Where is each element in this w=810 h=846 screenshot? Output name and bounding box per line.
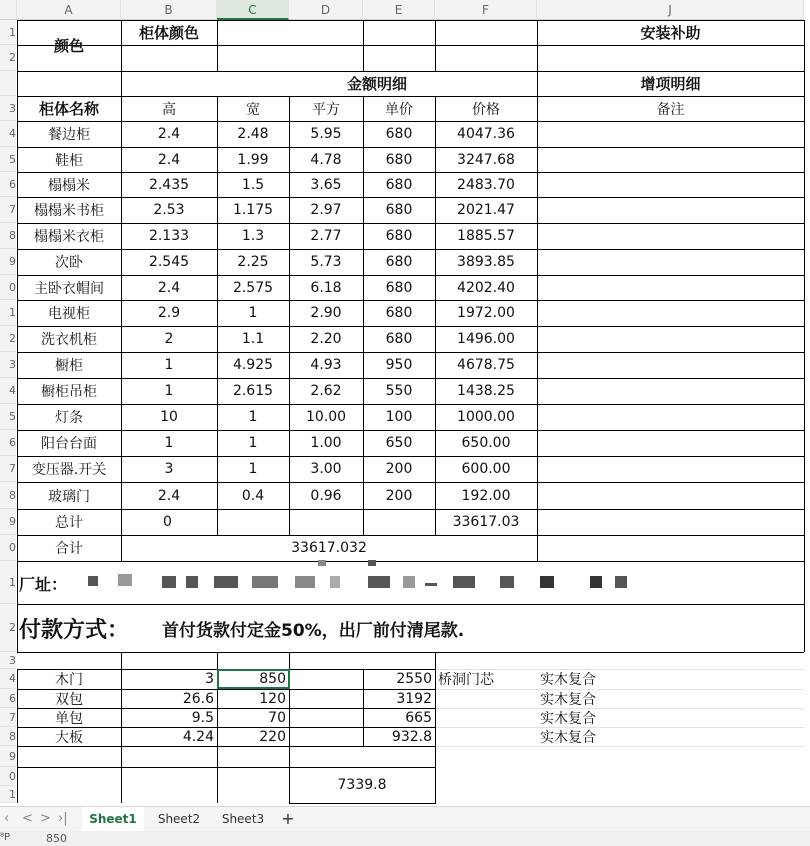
item-area-cell[interactable]: 3.65 <box>310 176 342 193</box>
row-header[interactable]: 7 <box>0 197 16 223</box>
item-price-cell[interactable]: 1438.25 <box>457 383 515 399</box>
grid-line <box>289 803 436 804</box>
column-header-j[interactable]: J <box>537 0 804 20</box>
item-name-cell[interactable]: 橱柜吊柜 <box>41 384 97 400</box>
grid-line <box>17 604 804 605</box>
door-qty-cell[interactable]: 3 <box>205 671 214 687</box>
item-price-cell[interactable]: 3893.85 <box>457 254 515 270</box>
item-price-cell[interactable]: 600.00 <box>461 461 511 477</box>
column-header-a[interactable]: A <box>17 0 121 20</box>
item-name-cell[interactable]: 洗衣机柜 <box>41 332 97 348</box>
item-area-cell[interactable]: 10.00 <box>305 409 347 425</box>
item-h-cell[interactable]: 1 <box>164 357 174 373</box>
item-unit-cell[interactable]: 680 <box>385 331 413 347</box>
item-w-cell[interactable]: 1.1 <box>241 331 265 347</box>
row-header[interactable]: 9 <box>0 249 16 275</box>
item-w-cell[interactable]: 1.5 <box>241 176 265 193</box>
door-note-cell[interactable] <box>436 689 536 708</box>
item-area-cell[interactable]: 5.73 <box>310 254 342 270</box>
item-price-cell[interactable]: 1972.00 <box>457 305 515 321</box>
tab-sheet3[interactable]: Sheet3 <box>221 812 265 826</box>
door-material-cell[interactable]: 实木复合 <box>540 729 596 746</box>
row-header[interactable]: 4 <box>0 121 16 147</box>
subtotal-height[interactable]: 0 <box>163 514 172 530</box>
item-name-cell[interactable]: 电视柜 <box>48 306 90 322</box>
status-icon: ⁸P <box>0 832 11 843</box>
row-header[interactable]: 4 <box>0 669 16 689</box>
status-bar <box>0 831 810 846</box>
row-header[interactable]: 7 <box>0 708 16 727</box>
row-header[interactable]: 9 <box>0 509 16 535</box>
item-name-cell[interactable]: 次卧 <box>55 255 83 271</box>
item-name-cell[interactable]: 鞋柜 <box>55 152 83 169</box>
item-h-cell[interactable]: 1 <box>164 435 174 451</box>
door-unit-cell[interactable]: 120 <box>259 690 286 707</box>
subtotal-label[interactable]: 总计 <box>55 515 83 531</box>
item-name-cell[interactable]: 阳台台面 <box>41 436 97 452</box>
item-unit-cell[interactable]: 680 <box>385 151 413 168</box>
item-h-cell[interactable]: 2.4 <box>157 126 181 142</box>
sheet-tab-bar <box>0 806 810 831</box>
grid-line <box>17 561 804 562</box>
item-area-cell[interactable]: 2.20 <box>310 331 342 347</box>
grid-line <box>436 746 804 747</box>
tab-sheet1[interactable]: Sheet1 <box>82 807 144 833</box>
row-header[interactable] <box>0 71 16 96</box>
item-price-cell[interactable]: 4047.36 <box>457 126 515 142</box>
item-h-cell[interactable]: 2.4 <box>157 279 181 296</box>
door-total-cell[interactable]: 2550 <box>396 671 432 687</box>
grid-line <box>217 20 218 71</box>
item-name-cell[interactable]: 榻榻米衣柜 <box>34 229 104 245</box>
item-unit-cell[interactable]: 200 <box>385 487 413 504</box>
cabinet-color-label[interactable]: 柜体颜色 <box>138 24 199 42</box>
item-unit-cell[interactable]: 650 <box>385 435 413 451</box>
item-area-cell[interactable]: 0.96 <box>310 487 342 504</box>
row-header[interactable]: 1 <box>0 300 16 326</box>
item-w-cell[interactable]: 2.48 <box>237 126 269 142</box>
door-name-cell[interactable]: 单包 <box>55 710 83 727</box>
item-w-cell[interactable]: 1.3 <box>241 228 265 244</box>
item-price-cell[interactable]: 1000.00 <box>457 409 515 425</box>
column-header-e[interactable]: E <box>363 0 435 20</box>
door-note-cell[interactable] <box>436 708 536 727</box>
payment-method-label[interactable]: 付款方式： <box>19 617 130 643</box>
item-h-cell[interactable]: 2 <box>164 331 174 347</box>
row-header[interactable]: 8 <box>0 223 16 249</box>
item-name-cell[interactable]: 玻璃门 <box>48 488 90 505</box>
item-h-cell[interactable]: 2.435 <box>148 176 190 193</box>
row-header[interactable]: 2 <box>0 45 16 71</box>
item-unit-cell[interactable]: 680 <box>385 176 413 193</box>
price-header[interactable]: 价格 <box>472 101 500 118</box>
item-price-cell[interactable]: 4202.40 <box>457 279 515 296</box>
row-header[interactable]: 2 <box>0 326 16 352</box>
row-header[interactable]: 6 <box>0 430 16 456</box>
item-price-cell[interactable]: 2021.47 <box>457 202 515 218</box>
row-header[interactable]: 0 <box>0 767 16 786</box>
door-note-cell[interactable] <box>436 727 536 746</box>
column-header-c[interactable]: C <box>217 0 289 20</box>
color-label[interactable]: 颜色 <box>53 37 84 55</box>
cabinet-name-header[interactable]: 柜体名称 <box>38 100 99 118</box>
item-unit-cell[interactable]: 200 <box>385 461 413 477</box>
item-h-cell[interactable]: 10 <box>160 409 178 425</box>
item-h-cell[interactable]: 2.9 <box>157 305 181 321</box>
item-unit-cell[interactable]: 680 <box>385 228 413 244</box>
item-h-cell[interactable]: 2.4 <box>157 487 181 504</box>
item-h-cell[interactable]: 2.545 <box>148 254 190 270</box>
row-header[interactable]: 5 <box>0 404 16 430</box>
width-header[interactable]: 宽 <box>246 101 260 118</box>
selected-cell[interactable] <box>217 669 290 689</box>
install-subsidy-label[interactable]: 安装补助 <box>640 24 701 42</box>
item-unit-cell[interactable]: 680 <box>385 126 413 142</box>
row-header[interactable]: 7 <box>0 456 16 482</box>
row-header[interactable]: 1 <box>0 786 16 803</box>
column-header-f[interactable]: F <box>435 0 537 20</box>
row-header[interactable]: 6 <box>0 172 16 197</box>
row-header[interactable]: 3 <box>0 352 16 378</box>
height-header[interactable]: 高 <box>162 101 176 118</box>
item-name-cell[interactable]: 变压器.开关 <box>31 462 107 478</box>
row-header[interactable]: 0 <box>0 275 16 300</box>
door-total-cell[interactable]: 3192 <box>396 690 432 707</box>
row-header[interactable]: 6 <box>0 689 16 708</box>
item-area-cell[interactable]: 6.18 <box>310 279 342 296</box>
door-unit-cell[interactable]: 220 <box>259 728 286 745</box>
grid-line <box>17 746 436 747</box>
row-header[interactable]: 8 <box>0 482 16 509</box>
item-h-cell[interactable]: 1 <box>164 383 174 399</box>
row-header[interactable]: 0 <box>0 535 16 561</box>
door-qty-cell[interactable]: 4.24 <box>182 728 214 745</box>
door-material-cell[interactable]: 实木复合 <box>540 691 596 708</box>
item-name-cell[interactable]: 灯条 <box>55 410 83 426</box>
item-price-cell[interactable]: 650.00 <box>461 435 511 451</box>
grid-line <box>435 20 436 71</box>
prev-sheet-icon[interactable]: < <box>22 811 33 826</box>
row-header[interactable]: 1 <box>0 561 16 604</box>
item-area-cell[interactable]: 2.77 <box>310 228 342 244</box>
item-h-cell[interactable]: 2.53 <box>153 202 185 218</box>
item-w-cell[interactable]: 1 <box>248 409 258 425</box>
item-price-cell[interactable]: 2483.70 <box>457 176 515 193</box>
item-unit-cell[interactable]: 680 <box>385 305 413 321</box>
item-area-cell[interactable]: 2.90 <box>310 305 342 321</box>
item-unit-cell[interactable]: 680 <box>385 254 413 270</box>
total-label[interactable]: 合计 <box>55 541 83 557</box>
payment-method-text[interactable]: 首付货款付定金50%，出厂前付清尾款. <box>162 620 465 641</box>
row-header[interactable]: 3 <box>0 96 16 121</box>
door-total-cell[interactable]: 665 <box>405 709 432 726</box>
door-total[interactable]: 7339.8 <box>337 777 387 793</box>
grid-line <box>804 20 805 652</box>
add-sheet-button[interactable]: + <box>281 809 295 828</box>
row-header[interactable]: 2 <box>0 604 16 652</box>
amount-detail-header[interactable]: 金额明细 <box>346 75 407 93</box>
door-qty-cell[interactable]: 9.5 <box>191 709 214 726</box>
total-value[interactable]: 33617.032 <box>291 540 367 556</box>
item-unit-cell[interactable]: 680 <box>385 279 413 296</box>
item-unit-cell[interactable]: 550 <box>385 383 413 399</box>
remark-header[interactable]: 备注 <box>656 101 685 118</box>
column-header-d[interactable]: D <box>289 0 363 20</box>
door-material-cell[interactable]: 实木复合 <box>540 710 596 727</box>
item-name-cell[interactable]: 榻榻米 <box>48 177 90 194</box>
item-name-cell[interactable]: 榻榻米书柜 <box>34 203 104 219</box>
item-w-cell[interactable]: 1 <box>248 305 258 321</box>
status-cell-value: 850 <box>46 832 67 845</box>
row-header[interactable]: 8 <box>0 727 16 746</box>
item-price-cell[interactable]: 192.00 <box>461 487 511 504</box>
item-area-cell[interactable]: 1.00 <box>310 435 342 451</box>
item-price-cell[interactable]: 4678.75 <box>457 357 515 373</box>
next-sheet-icon[interactable]: > <box>40 811 51 826</box>
item-w-cell[interactable]: 2.575 <box>232 279 274 296</box>
first-sheet-icon[interactable]: ‹ <box>4 811 10 826</box>
tab-sheet2[interactable]: Sheet2 <box>157 812 201 826</box>
row-header[interactable]: 1 <box>0 20 16 45</box>
factory-address-label[interactable]: 厂址： <box>19 574 68 594</box>
door-name-cell[interactable]: 木门 <box>55 672 83 688</box>
column-header-b[interactable]: B <box>121 0 217 20</box>
item-h-cell[interactable]: 2.133 <box>148 228 190 244</box>
item-w-cell[interactable]: 4.925 <box>232 357 274 373</box>
item-w-cell[interactable]: 1 <box>248 435 258 451</box>
door-name-cell[interactable]: 大板 <box>55 729 83 746</box>
extra-detail-header[interactable]: 增项明细 <box>640 75 701 93</box>
item-price-cell[interactable]: 1885.57 <box>457 228 515 244</box>
last-sheet-icon[interactable]: ›| <box>58 811 68 826</box>
item-h-cell[interactable]: 3 <box>164 461 174 477</box>
item-area-cell[interactable]: 4.93 <box>310 357 342 373</box>
item-w-cell[interactable]: 0.4 <box>241 487 265 504</box>
area-header[interactable]: 平方 <box>312 101 340 118</box>
door-unit-cell[interactable]: 70 <box>268 709 286 726</box>
item-w-cell[interactable]: 1 <box>248 461 258 477</box>
door-name-cell[interactable]: 双包 <box>55 691 83 708</box>
item-price-cell[interactable]: 3247.68 <box>457 151 515 168</box>
item-name-cell[interactable]: 橱柜 <box>55 358 83 374</box>
grid-line <box>17 652 804 653</box>
item-area-cell[interactable]: 2.97 <box>310 202 342 218</box>
item-area-cell[interactable]: 5.95 <box>310 126 342 142</box>
item-w-cell[interactable]: 2.25 <box>237 254 269 270</box>
door-unit-cell[interactable]: 850 <box>259 671 286 687</box>
door-total-cell[interactable]: 932.8 <box>391 728 432 745</box>
item-area-cell[interactable]: 3.00 <box>310 461 342 477</box>
door-note-cell[interactable]: 桥洞门芯 <box>438 672 494 688</box>
door-material-cell[interactable]: 实木复合 <box>540 672 596 688</box>
row-header[interactable]: 4 <box>0 378 16 404</box>
item-w-cell[interactable]: 2.615 <box>232 383 274 399</box>
row-header[interactable]: 3 <box>0 652 16 669</box>
grid-line <box>17 45 804 46</box>
item-price-cell[interactable]: 1496.00 <box>457 331 515 347</box>
item-name-cell[interactable]: 主卧衣帽间 <box>34 280 104 297</box>
subtotal-price[interactable]: 33617.03 <box>452 514 520 530</box>
item-unit-cell[interactable]: 680 <box>385 202 413 218</box>
item-unit-cell[interactable]: 100 <box>385 409 413 425</box>
item-area-cell[interactable]: 4.78 <box>310 151 342 168</box>
grid-line <box>363 20 364 71</box>
item-area-cell[interactable]: 2.62 <box>310 383 342 399</box>
row-header[interactable]: 5 <box>0 147 16 172</box>
item-h-cell[interactable]: 2.4 <box>157 151 181 168</box>
unit-price-header[interactable]: 单价 <box>385 101 413 118</box>
select-all-corner[interactable] <box>0 0 17 20</box>
item-w-cell[interactable]: 1.175 <box>232 202 274 218</box>
row-header[interactable]: 9 <box>0 746 16 767</box>
door-qty-cell[interactable]: 26.6 <box>182 690 214 707</box>
item-w-cell[interactable]: 1.99 <box>237 151 269 168</box>
item-unit-cell[interactable]: 950 <box>385 357 413 373</box>
item-name-cell[interactable]: 餐边柜 <box>48 127 90 143</box>
